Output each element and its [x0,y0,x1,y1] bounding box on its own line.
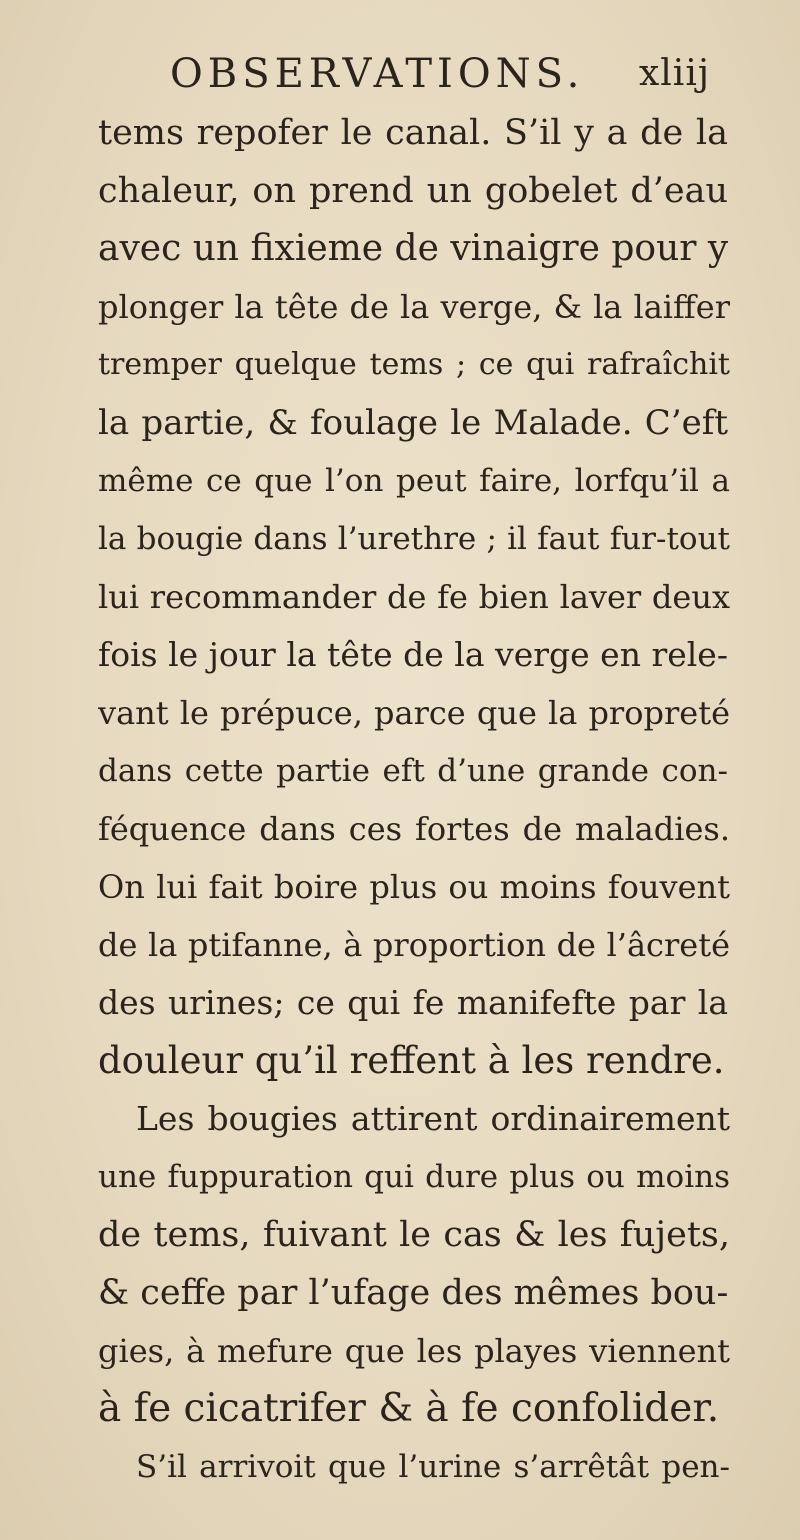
text-line: lui recommander de fe bien laver deux [98,578,730,616]
text-line: la bougie dans l’urethre ; il faut fur-tout [98,521,730,557]
text-line: féquence dans ces fortes de maladies. [98,810,730,848]
text-line: dans cette partie eft d’une grande con- [98,753,728,789]
text-line: avec un fixieme de vinaigre pour y [98,228,728,269]
running-header [170,44,730,104]
paragraph-first-line: Les bougies attirent ordinairement [136,1099,730,1138]
text-line: & ceffe par l’ufage des mêmes bou- [98,1273,728,1313]
text-line: tremper quelque tems ; ce qui rafraîchit [98,347,730,382]
running-title: OBSERVATIONS. [170,51,585,97]
text-line: de la ptifanne, à proportion de l’âcreté [98,926,730,964]
page-number: xliij [638,53,710,94]
text-line: fois le jour la tête de la verge en rele- [98,635,728,674]
text-line: On lui fait boire plus ou moins fouvent [98,868,730,906]
text-line: douleur qu’il reffent à les rendre. [98,1039,725,1082]
text-line: plonger la tête de la verge, & la laiffer [98,288,730,326]
text-line: tems repofer le canal. S’il y a de la [98,113,728,153]
text-line: de tems, fuivant le cas & les fujets, [98,1215,730,1255]
text-line: même ce que l’on peut faire, lorfqu’il a [98,463,730,499]
text-line: chaleur, on prend un gobelet d’eau [98,171,728,211]
text-line: à fe cicatrifer & à fe confolider. [98,1386,720,1431]
text-line: vant le prépuce, parce que la propreté [98,694,730,732]
text-line: gies, à mefure que les playes viennent [98,1332,730,1370]
text-line: la partie, & foulage le Malade. C’eft [98,403,728,443]
text-line: des urines; ce qui fe manifefte par la [98,983,728,1022]
text-line: une fuppuration qui dure plus ou moins [98,1159,730,1195]
paragraph-first-line: S’il arrivoit que l’urine s’arrêtât pen- [136,1449,730,1485]
